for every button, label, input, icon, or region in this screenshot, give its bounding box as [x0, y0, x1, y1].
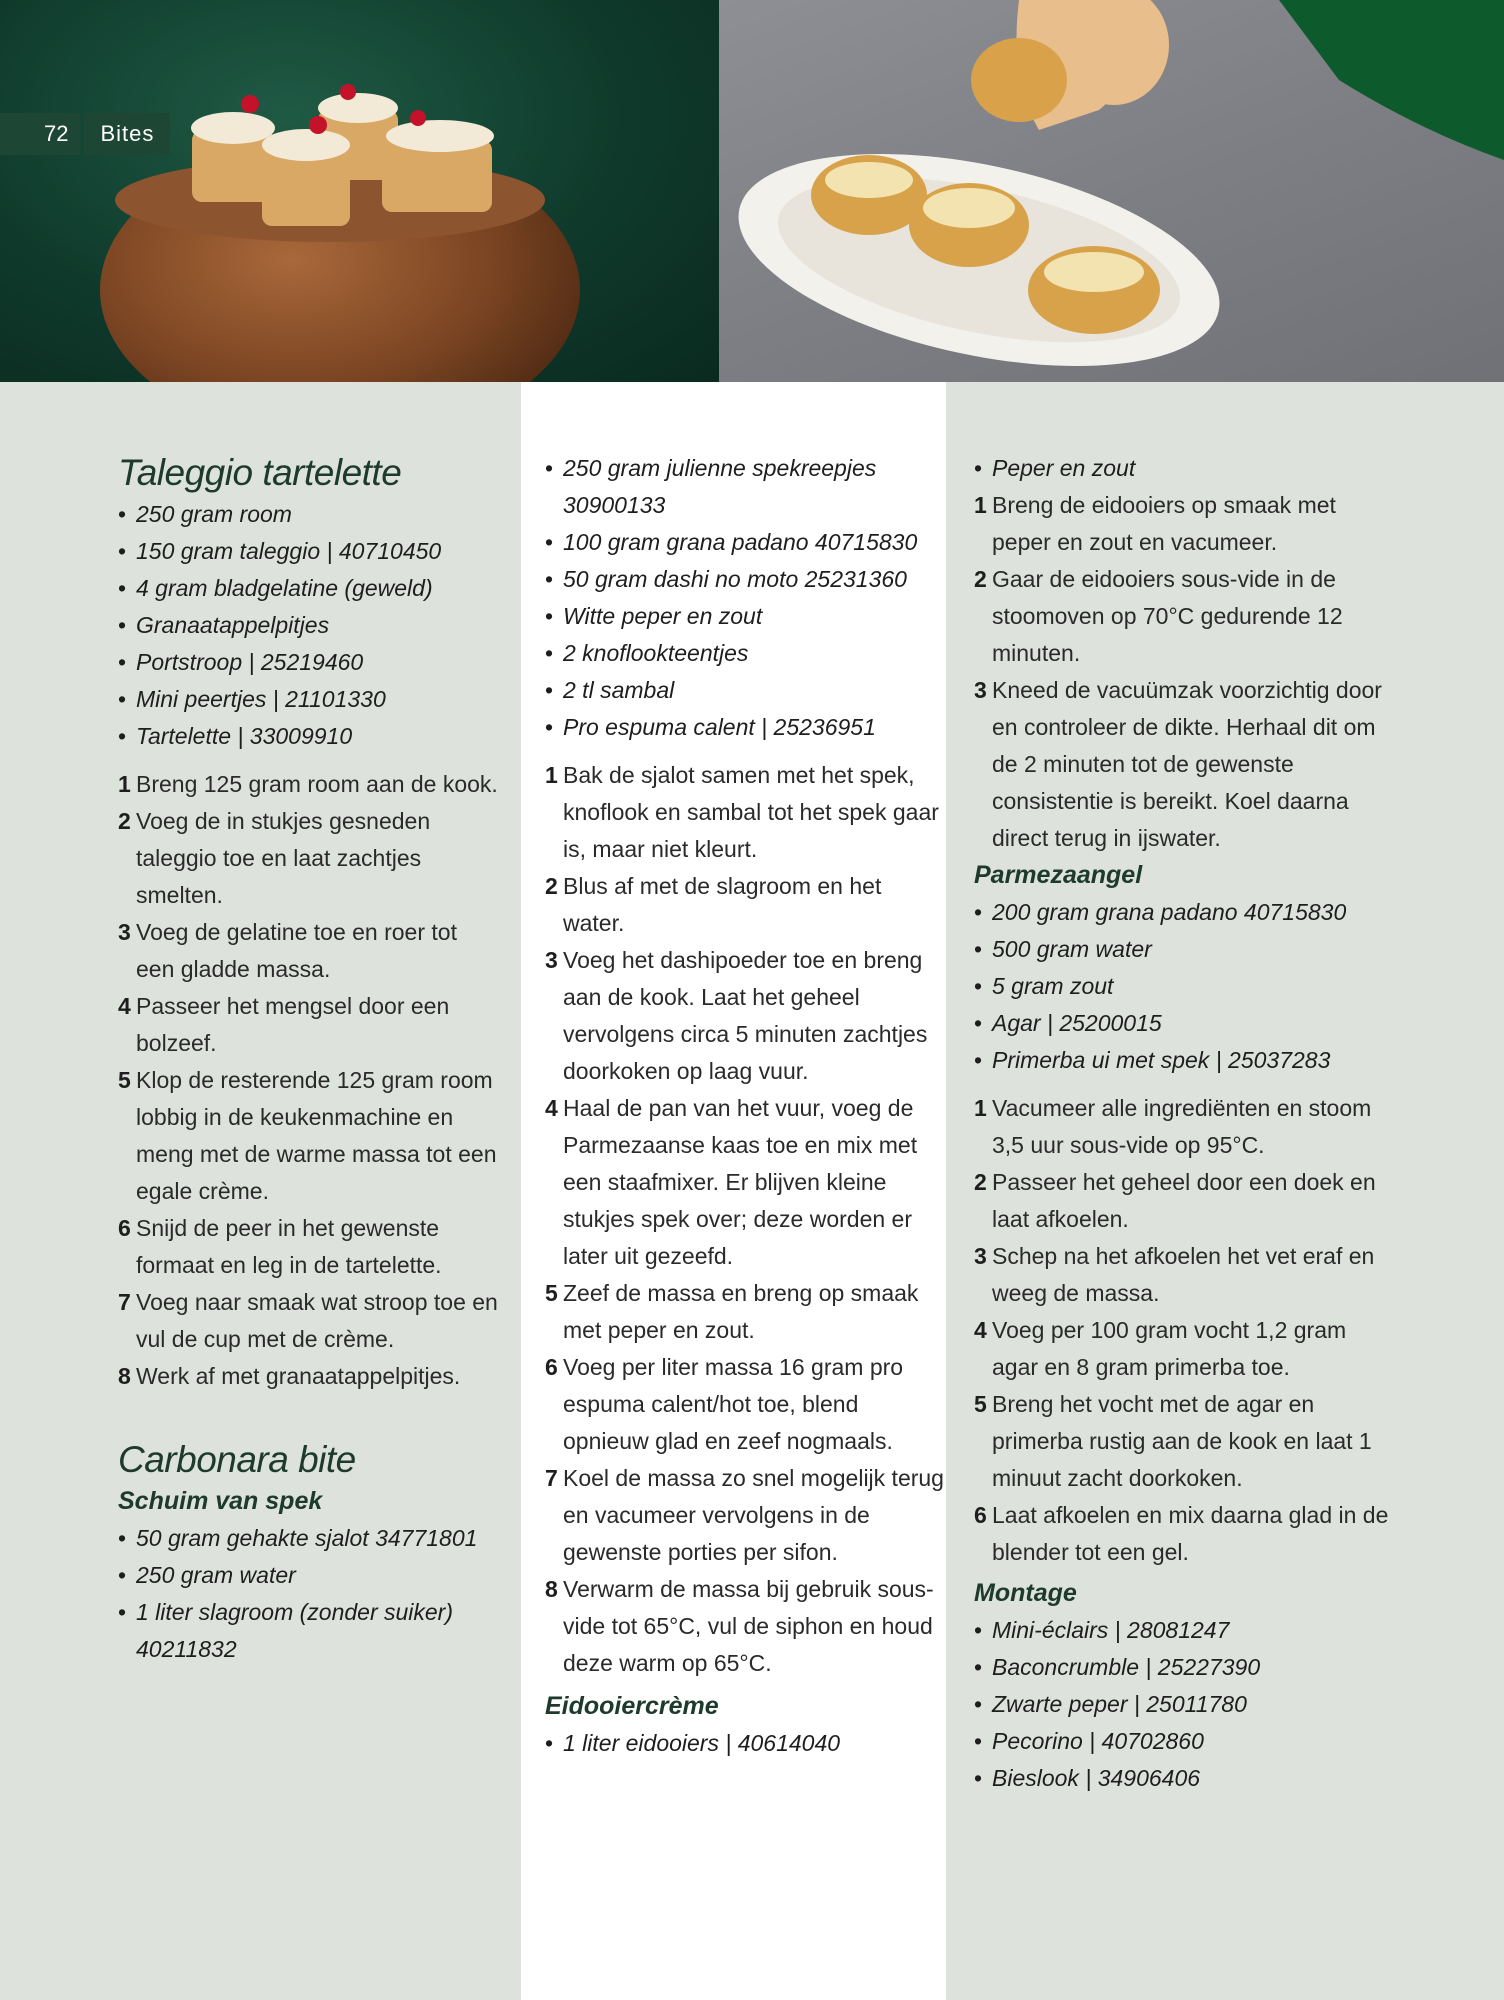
step-item [545, 942, 945, 1090]
step-item [545, 1349, 945, 1460]
step-text: Voeg per 100 gram vocht 1,2 gram agar en 8 gram primerba toe. [992, 1317, 1347, 1380]
subheading-eidooier: Eidooiercrème [545, 1692, 719, 1720]
parmezaan-ingredients [974, 894, 1394, 1079]
step-item [974, 1497, 1394, 1571]
ingredient-item: • Witte peper en zout [545, 598, 945, 635]
step-item [974, 1386, 1394, 1497]
step-text: Verwarm de massa bij gebruik sous-vide tot 65°C, vul de siphon en houd deze warm op 65°C. [563, 1576, 934, 1676]
ingredient-item: • Portstroop | 25219460 [118, 644, 498, 681]
step-number: 6 [974, 1502, 987, 1528]
step-item [545, 1090, 945, 1275]
ingredient-item: • 2 knoflookteentjes [545, 635, 945, 672]
ingredient-item: • 100 gram grana padano 40715830 [545, 524, 945, 561]
ingredient-item: • 150 gram taleggio | 40710450 [118, 533, 498, 570]
step-text: Laat afkoelen en mix daarna glad in de blender tot een gel. [992, 1502, 1389, 1565]
ingredient-item: • 4 gram bladgelatine (geweld) [118, 570, 498, 607]
step-text: Vacumeer alle ingrediënten en stoom 3,5 uur sous-vide op 95°C. [992, 1095, 1372, 1158]
step-number: 3 [974, 1243, 987, 1269]
step-item [118, 1358, 498, 1395]
eidooier-ingredients-part1 [545, 1725, 945, 1762]
step-text: Zeef de massa en breng op smaak met peper en zout. [563, 1280, 919, 1343]
step-number: 7 [545, 1465, 558, 1491]
ingredient-item: • 1 liter eidooiers | 40614040 [545, 1725, 945, 1762]
ingredient-item: • 50 gram dashi no moto 25231360 [545, 561, 945, 598]
step-number: 1 [974, 492, 987, 518]
step-number: 1 [545, 762, 558, 788]
step-text: Voeg naar smaak wat stroop toe en vul de cup met de crème. [136, 1289, 498, 1352]
photo-tartelettes [0, 0, 719, 382]
step-item [545, 1460, 945, 1571]
step-item [974, 1238, 1394, 1312]
step-item [118, 914, 498, 988]
step-number: 5 [974, 1391, 987, 1417]
step-text: Haal de pan van het vuur, voeg de Parmezaanse kaas toe en mix met een staafmixer. Er blijven kleine stukjes spek over; deze worden er later uit gezeefd. [563, 1095, 918, 1269]
ingredient-item: • Mini peertjes | 21101330 [118, 681, 498, 718]
step-text: Voeg de gelatine toe en roer tot een gladde massa. [136, 919, 457, 982]
recipe-title-taleggio: Taleggio tartelette [118, 452, 402, 493]
step-text: Breng 125 gram room aan de kook. [136, 771, 498, 797]
subheading-montage: Montage [974, 1579, 1077, 1607]
page-number: 72 [0, 113, 80, 155]
ingredient-item: • Bieslook | 34906406 [974, 1760, 1394, 1797]
ingredient-item: • 250 gram room [118, 496, 498, 533]
eidooier-ingredients-part2 [974, 450, 1394, 487]
step-number: 2 [974, 566, 987, 592]
step-item [545, 1275, 945, 1349]
ingredient-item: • Mini-éclairs | 28081247 [974, 1612, 1394, 1649]
step-number: 1 [118, 771, 131, 797]
step-text: Passeer het geheel door een doek en laat afkoelen. [992, 1169, 1376, 1232]
step-text: Kneed de vacuümzak voorzichtig door en controleer de dikte. Herhaal dit om de 2 minuten tot de gewenste consistentie is bereikt. Koel daarna direct terug in ijswater. [992, 677, 1382, 851]
step-number: 6 [118, 1215, 131, 1241]
step-text: Bak de sjalot samen met het spek, knoflook en sambal tot het spek gaar is, maar niet kleurt. [563, 762, 939, 862]
step-text: Breng het vocht met de agar en primerba rustig aan de kook en laat 1 minuut zacht doorkoken. [992, 1391, 1372, 1491]
step-item [974, 1090, 1394, 1164]
step-item [974, 1312, 1394, 1386]
step-number: 4 [545, 1095, 558, 1121]
step-item [545, 868, 945, 942]
step-text: Voeg per liter massa 16 gram pro espuma calent/hot toe, blend opnieuw glad en zeef nogmaals. [563, 1354, 904, 1454]
page-header-tag [0, 113, 170, 155]
step-text: Voeg de in stukjes gesneden taleggio toe en laat zachtjes smelten. [136, 808, 431, 908]
step-number: 4 [974, 1317, 987, 1343]
step-text: Werk af met granaatappelpitjes. [136, 1363, 461, 1389]
step-number: 2 [545, 873, 558, 899]
parmezaan-steps [974, 1090, 1394, 1571]
eidooier-steps [974, 487, 1394, 857]
step-item [974, 561, 1394, 672]
ingredient-item: • Zwarte peper | 25011780 [974, 1686, 1394, 1723]
step-item [118, 1210, 498, 1284]
step-text: Blus af met de slagroom en het water. [563, 873, 882, 936]
step-number: 3 [118, 919, 131, 945]
step-number: 1 [974, 1095, 987, 1121]
tartelettes-illustration [0, 0, 719, 382]
step-number: 2 [974, 1169, 987, 1195]
step-number: 3 [545, 947, 558, 973]
recipe-title-carbonara: Carbonara bite [118, 1439, 356, 1480]
step-text: Voeg het dashipoeder toe en breng aan de kook. Laat het geheel vervolgens circa 5 minuten zachtjes doorkoken op laag vuur. [563, 947, 928, 1084]
step-item [118, 803, 498, 914]
schuim-ingredients-part1 [118, 1520, 498, 1668]
photo-carbonara-bites [719, 0, 1504, 382]
ingredient-item: • 50 gram gehakte sjalot 34771801 [118, 1520, 498, 1557]
step-number: 8 [545, 1576, 558, 1602]
ingredient-item: • 500 gram water [974, 931, 1394, 968]
montage-ingredients [974, 1612, 1394, 1797]
ingredient-item: • Tartelette | 33009910 [118, 718, 498, 755]
step-text: Schep na het afkoelen het vet eraf en weeg de massa. [992, 1243, 1375, 1306]
column-left [0, 382, 521, 2000]
step-number: 3 [974, 677, 987, 703]
step-item [118, 988, 498, 1062]
step-text: Gaar de eidooiers sous-vide in de stoomoven op 70°C gedurende 12 minuten. [992, 566, 1343, 666]
taleggio-ingredients [118, 496, 498, 755]
subheading-schuim: Schuim van spek [118, 1487, 323, 1515]
step-number: 7 [118, 1289, 131, 1315]
step-item [545, 757, 945, 868]
step-item [118, 766, 498, 803]
step-item [974, 1164, 1394, 1238]
step-number: 2 [118, 808, 131, 834]
ingredient-item: • 1 liter slagroom (zonder suiker) 40211832 [118, 1594, 498, 1668]
ingredient-item: • 2 tl sambal [545, 672, 945, 709]
step-number: 4 [118, 993, 131, 1019]
ingredient-item: • Baconcrumble | 25227390 [974, 1649, 1394, 1686]
schuim-steps [545, 757, 945, 1682]
step-number: 5 [118, 1067, 131, 1093]
step-item [974, 672, 1394, 857]
ingredient-item: • 5 gram zout [974, 968, 1394, 1005]
ingredient-item: • 250 gram water [118, 1557, 498, 1594]
ingredient-item: • Agar | 25200015 [974, 1005, 1394, 1042]
section-label: Bites [84, 113, 170, 155]
column-middle [521, 382, 946, 2000]
ingredient-item: • Pecorino | 40702860 [974, 1723, 1394, 1760]
ingredient-item: • 250 gram julienne spekreepjes 30900133 [545, 450, 945, 524]
ingredient-item: • 200 gram grana padano 40715830 [974, 894, 1394, 931]
step-text: Breng de eidooiers op smaak met peper en zout en vacumeer. [992, 492, 1336, 555]
subheading-parmezaan: Parmezaangel [974, 861, 1143, 889]
step-number: 6 [545, 1354, 558, 1380]
step-number: 8 [118, 1363, 131, 1389]
step-item [118, 1062, 498, 1210]
column-right [946, 382, 1504, 2000]
ingredient-item: • Granaatappelpitjes [118, 607, 498, 644]
step-item [545, 1571, 945, 1682]
carbonara-illustration [719, 0, 1504, 382]
ingredient-item: • Primerba ui met spek | 25037283 [974, 1042, 1394, 1079]
step-text: Snijd de peer in het gewenste formaat en leg in de tartelette. [136, 1215, 442, 1278]
step-item [974, 487, 1394, 561]
step-text: Koel de massa zo snel mogelijk terug en vacumeer vervolgens in de gewenste porties per sifon. [563, 1465, 944, 1565]
ingredient-item: • Peper en zout [974, 450, 1394, 487]
step-text: Klop de resterende 125 gram room lobbig in de keukenmachine en meng met de warme massa tot een egale crème. [136, 1067, 497, 1204]
ingredient-item: • Pro espuma calent | 25236951 [545, 709, 945, 746]
step-item [118, 1284, 498, 1358]
schuim-ingredients-part2 [545, 450, 945, 746]
step-number: 5 [545, 1280, 558, 1306]
step-text: Passeer het mengsel door een bolzeef. [136, 993, 450, 1056]
taleggio-steps [118, 766, 498, 1395]
